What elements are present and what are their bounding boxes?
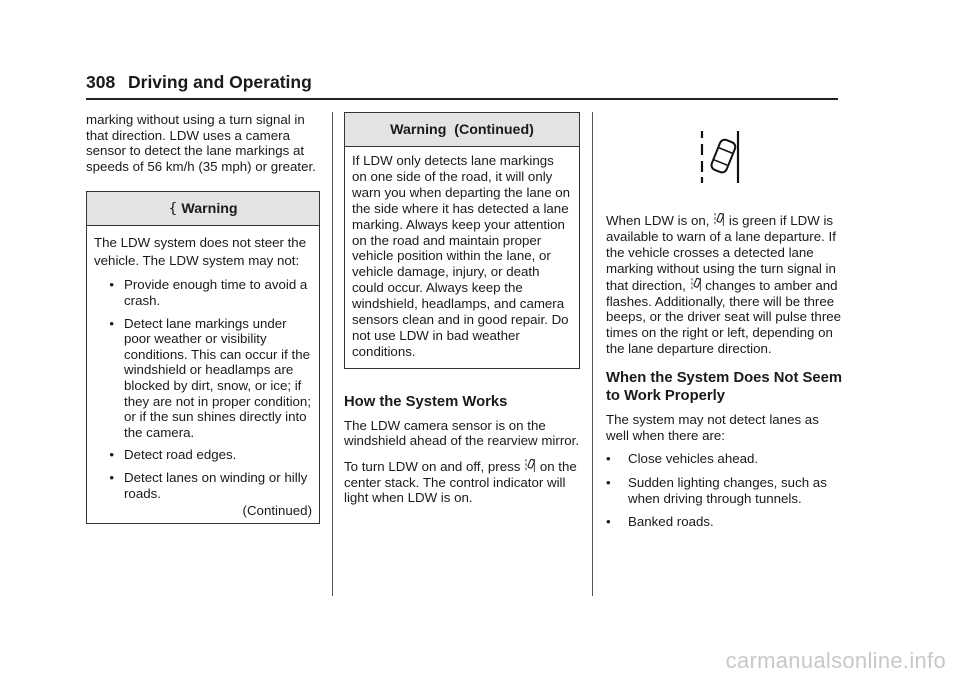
warning-header <box>87 192 319 226</box>
bullet-marker: • <box>109 447 114 463</box>
how-system-works-heading: How the System Works <box>344 393 508 410</box>
not-working-heading: When the System Does Not Seem to Work Properly <box>606 370 842 405</box>
ldw-status-paragraph <box>606 212 842 357</box>
list-item <box>94 277 312 308</box>
intro-paragraph: marking without using a turn signal in that direction. LDW uses a camera sensor to detect the lane markings at speeds of 56 km/h (35 mph) or greater. <box>86 112 316 174</box>
bullet-marker: • <box>109 315 114 331</box>
list-item-text: Detect road edges. <box>124 447 237 463</box>
warning-title: Warning <box>181 201 238 218</box>
lane-departure-icon <box>714 212 724 227</box>
lane-departure-icon <box>525 458 535 473</box>
warning-continued-box <box>344 112 580 369</box>
ldw-status-text-end: changes to amber and flashes. Additionally, there will be three beeps, or the driver seat will pulse three times on the right or left, depending on the lane departure direction. <box>606 277 842 357</box>
column-2 <box>344 112 580 506</box>
list-item <box>94 447 312 463</box>
list-item <box>606 475 842 506</box>
bullet-marker: • <box>606 451 611 467</box>
warning-box <box>86 191 320 523</box>
column-rule-2 <box>592 112 593 596</box>
bullet-marker: • <box>606 474 611 490</box>
list-item-text: Detect lane markings under poor weather or visibility conditions. This can occur if the windshield or headlamps are blocked by dirt, snow, or ice; if they are not in proper condition; or if the sun shines directly into the camera. <box>124 315 312 440</box>
section-title: Driving and Operating <box>128 72 312 92</box>
list-item <box>94 316 312 441</box>
bullet-marker: • <box>109 469 114 485</box>
continued-label: (Continued) <box>242 503 312 519</box>
list-item-text: Detect lanes on winding or hilly roads. <box>124 469 308 501</box>
warning-continued-body: If LDW only detects lane markings on one side of the road, it will only warn you when departing the lane on the side where it has detected a lane marking. Always keep your attention on the road and maintain proper vehicle position within the lane, or vehicle damage, injury, or death could occur. Always keep the windshield, headlamps, and camera sensors clean and in good repair. Do not use LDW in bad weather conditions. <box>352 153 571 359</box>
list-item-text: Provide enough time to avoid a crash. <box>124 277 308 308</box>
lane-departure-large-icon <box>698 129 742 185</box>
list-item-text: Close vehicles ahead. <box>628 451 759 467</box>
list-item <box>606 514 842 530</box>
column-rule-1 <box>332 112 333 596</box>
list-item-text: Banked roads. <box>628 514 714 530</box>
bullet-marker: • <box>109 277 114 293</box>
list-item-text: Sudden lighting changes, such as when driving through tunnels. <box>628 474 827 506</box>
column-3 <box>606 112 842 530</box>
column-1 <box>86 112 320 524</box>
ldw-status-text-start: When LDW is on, <box>606 213 710 228</box>
warning-body: The LDW system does not steer the vehicle. The LDW system may not: <box>94 235 307 269</box>
page-number: 308 <box>86 72 116 92</box>
not-working-paragraph: The system may not detect lanes as well when there are: <box>606 412 819 443</box>
lane-departure-icon <box>691 277 701 292</box>
warning-continued-header: Warning (Continued) <box>345 113 579 147</box>
how-paragraph-2 <box>344 458 580 506</box>
watermark: carmanualsonline.info <box>725 648 946 673</box>
warning-icon: { <box>168 201 178 218</box>
bullet-marker: • <box>606 514 611 530</box>
list-item <box>94 470 312 501</box>
header-rule <box>86 98 838 100</box>
list-item <box>606 451 842 467</box>
how-paragraph-2-end: on the center stack. The control indicator will light when LDW is on. <box>344 458 577 506</box>
how-paragraph-2-start: To turn LDW on and off, press <box>344 458 521 474</box>
ldw-status-text-middle: is green if LDW is available to warn of a lane departure. If the vehicle crosses a detected lane marking without using the turn signal in that direction, <box>606 213 836 293</box>
how-paragraph-1: The LDW camera sensor is on the windshield ahead of the rearview mirror. <box>344 417 580 449</box>
